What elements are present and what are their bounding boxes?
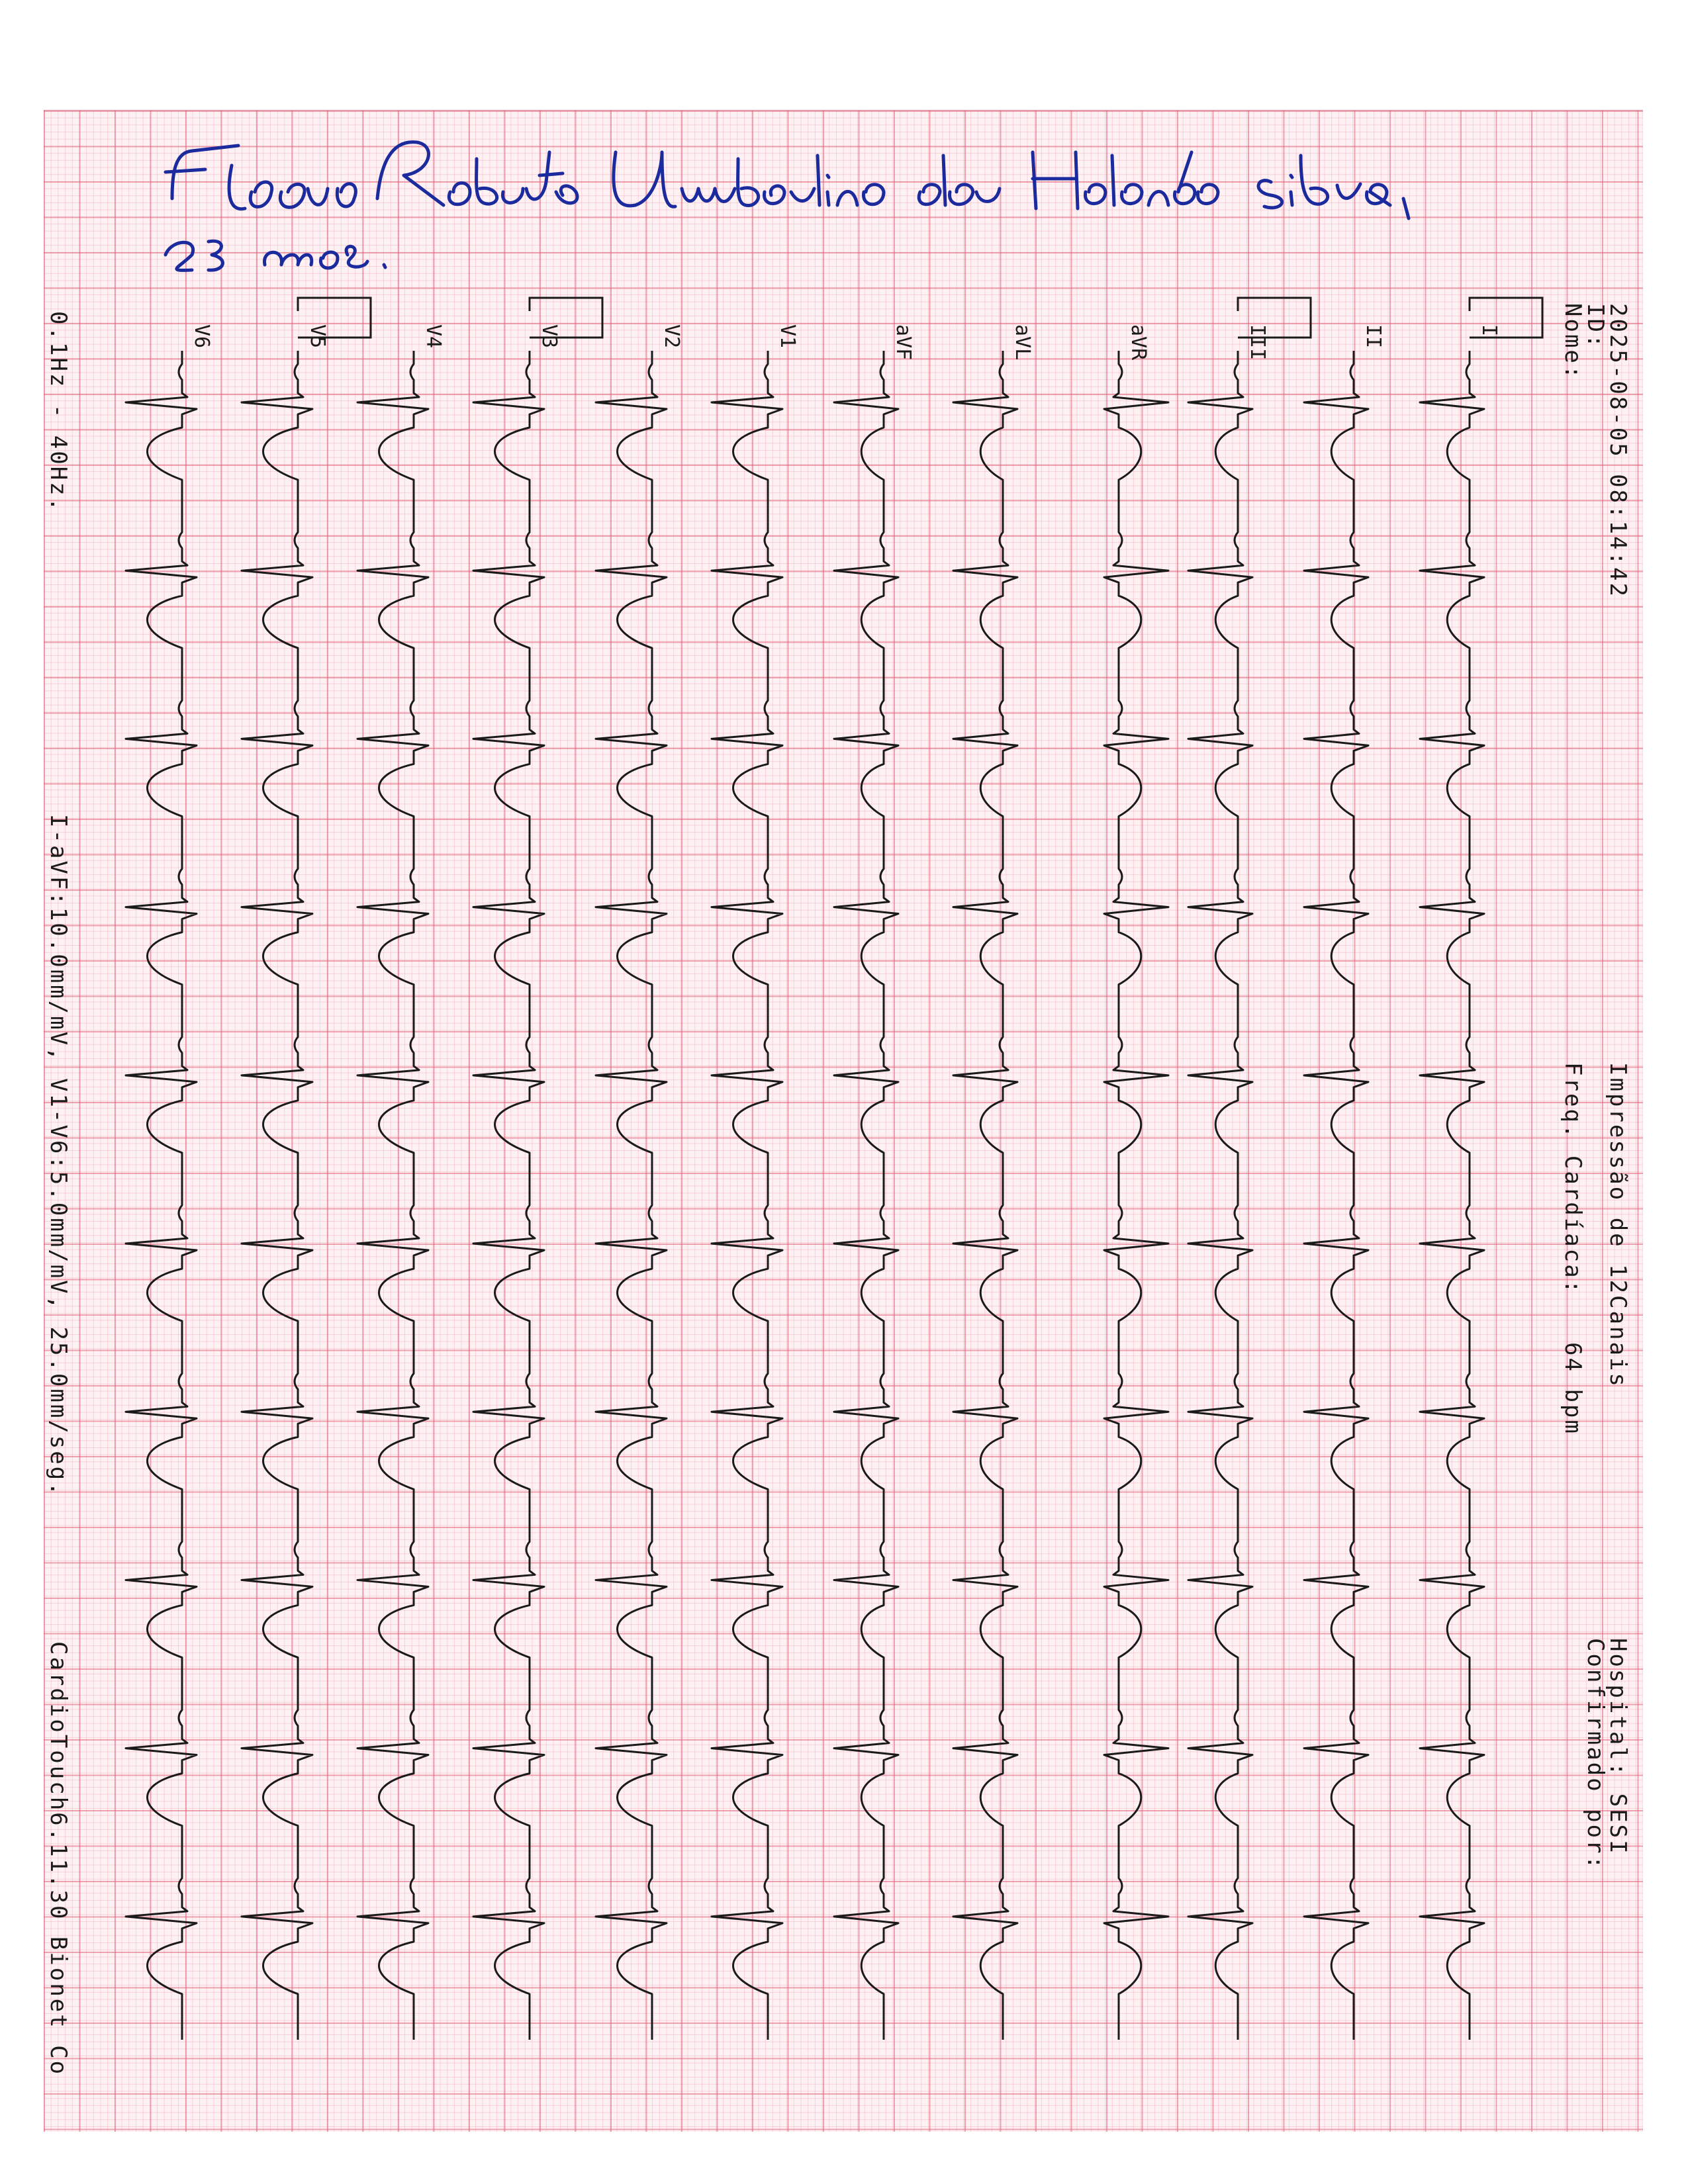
lead-label-avf: aVF	[892, 324, 915, 361]
heart-rate-label: Freq. Cardíaca:	[1560, 1062, 1586, 1296]
confirmed-by-label: Confirmado por:	[1582, 1638, 1609, 1872]
print-mode: Impressão de 12Canais	[1605, 1062, 1631, 1388]
lead-label-v1: V1	[776, 324, 799, 349]
device-info: CardioTouch6.11.30 Bionet Co	[45, 1641, 71, 2077]
lead-label-ii: II	[1362, 324, 1385, 349]
lead-label-i: I	[1477, 324, 1501, 337]
patient-name-label: Nome:	[1560, 303, 1586, 381]
heart-rate-value: 64	[1560, 1342, 1586, 1373]
heart-rate-unit: bpm	[1560, 1388, 1586, 1435]
lead-label-v2: V2	[660, 324, 683, 349]
lead-label-avr: aVR	[1127, 324, 1150, 361]
patient-id-label: ID:	[1582, 303, 1609, 350]
heart-rate	[1560, 1062, 1586, 1435]
lead-label-avl: aVL	[1011, 324, 1034, 361]
hospital	[1605, 1638, 1631, 1856]
lead-label-v5: V5	[306, 324, 329, 349]
hospital-label: Hospital:	[1605, 1638, 1631, 1778]
lead-label-iii: III	[1246, 324, 1269, 361]
gain-speed-settings: I-aVF:10.0mm/mV, V1-V6:5.0mm/mV, 25.0mm/seg.	[45, 814, 71, 1498]
lead-label-v6: V6	[190, 324, 213, 349]
ecg-grid-paper	[44, 110, 1643, 2132]
exam-datetime: 2025-08-05 08:14:42	[1605, 303, 1631, 598]
hospital-value: SESI	[1605, 1793, 1631, 1856]
filter-settings: 0.1Hz - 40Hz.	[45, 311, 71, 514]
lead-label-v3: V3	[538, 324, 561, 349]
lead-label-v4: V4	[422, 324, 445, 349]
